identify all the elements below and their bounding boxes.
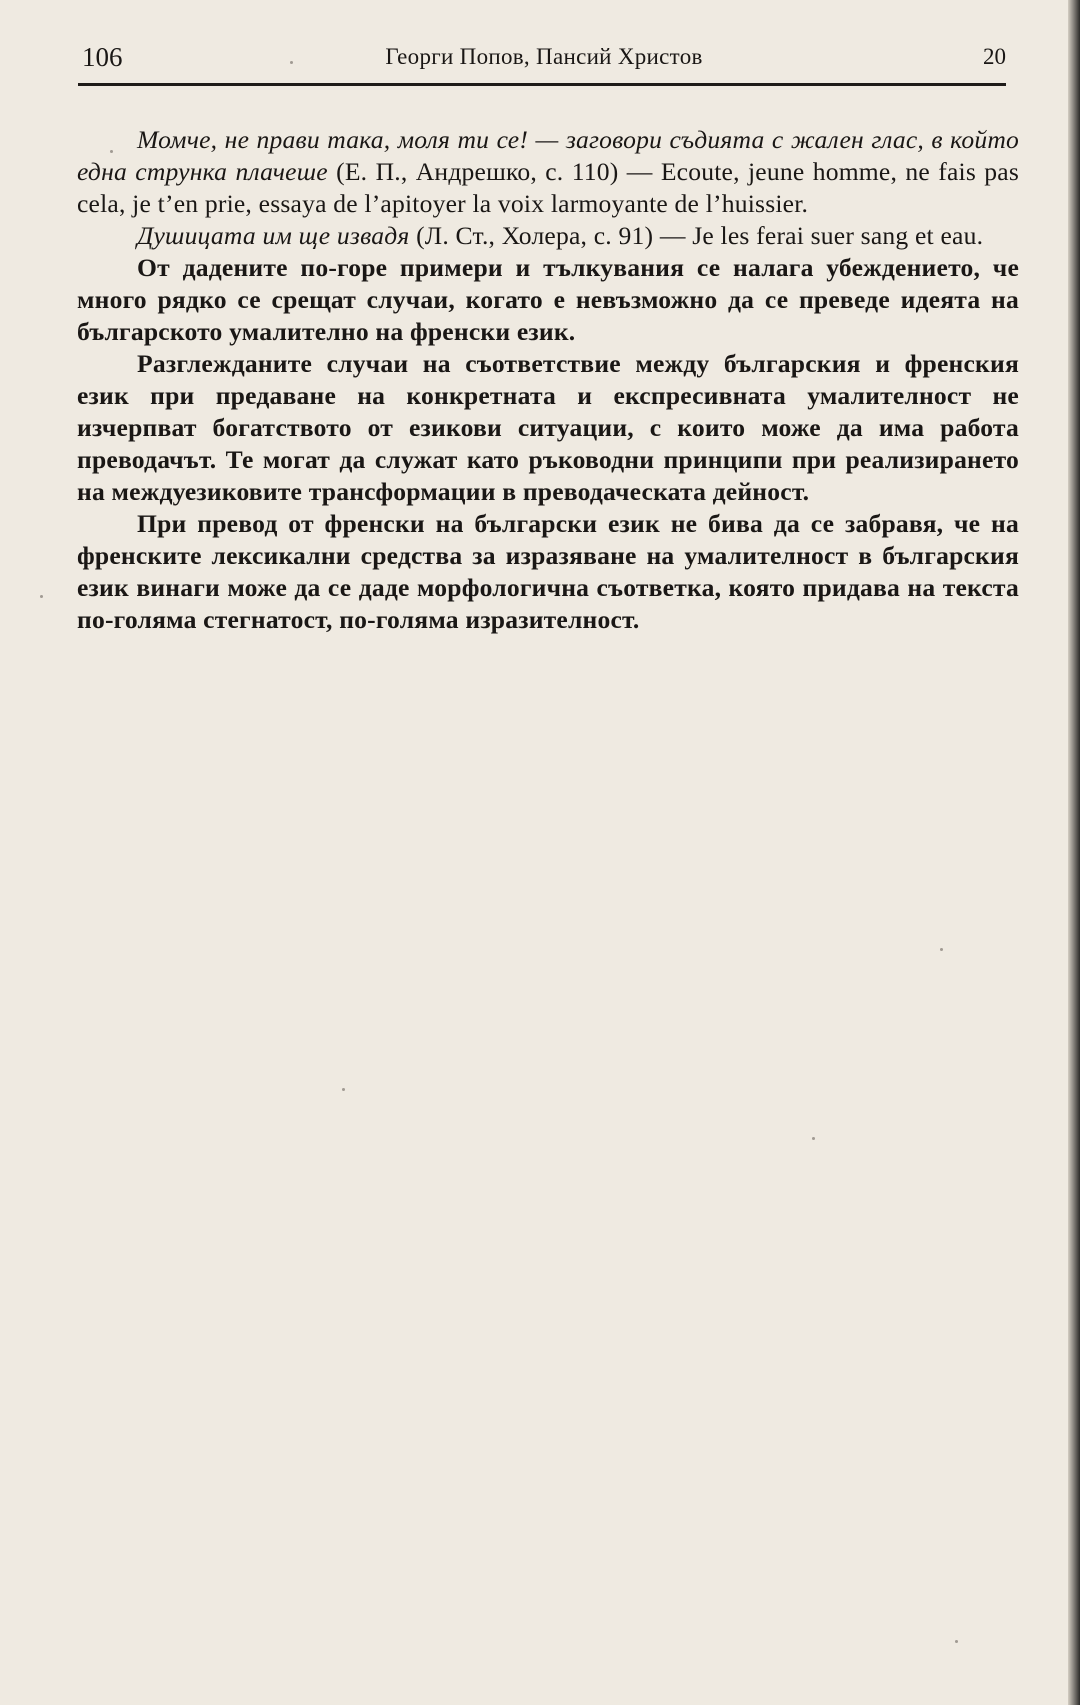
paragraph-conclusion-3: При превод от френски на български език не бива да се забравя, че на френските лексикални средства за изразяване на умалителност в българския език винаги може да се даде морфологична съответка, която придава на текста по-голяма стегнатост, по-голяма изразителност. bbox=[77, 509, 1019, 634]
paragraph-conclusion-1: От дадените по-горе примери и тълкувания се налага убеждението, че много рядко се срещат случаи, когато е невъзможно да се преведе идеята на българското умалително на френски език. bbox=[77, 253, 1019, 346]
example-quote-1: Момче, не прави така, моля ти се! — заговори съдията с жален глас, в който една струнка плачеше bbox=[77, 125, 1019, 186]
page-number: 106 bbox=[82, 42, 123, 72]
paragraph-example-2 bbox=[77, 220, 1019, 252]
running-header bbox=[82, 38, 1006, 78]
paper-speck bbox=[110, 150, 113, 153]
example-quote-2: Душицата им ще извадя bbox=[137, 221, 410, 250]
header-rule bbox=[78, 83, 1006, 86]
page-edge-shadow bbox=[1068, 0, 1080, 1705]
paper-speck bbox=[40, 595, 43, 598]
running-title: Георги Попов, Пансий Христов bbox=[385, 44, 703, 69]
sheet-number: 20 bbox=[983, 44, 1006, 69]
paper-speck bbox=[940, 948, 943, 951]
paragraph-example-1 bbox=[77, 124, 1019, 220]
paper-speck bbox=[812, 1137, 815, 1140]
example-translation-2: (Л. Ст., Холера, с. 91) — Je les ferai suer sang et eau. bbox=[409, 221, 984, 250]
paper-speck bbox=[342, 1088, 345, 1091]
body-text bbox=[77, 124, 1019, 636]
paper-speck bbox=[290, 61, 293, 64]
example-translation-1: (Е. П., Андрешко, с. 110) — Ecoute, jeune homme, ne fais pas cela, je t’en prie, essaya de l’apitoyer la voix larmoyante de l’huissier. bbox=[77, 157, 1019, 218]
paragraph-conclusion-2: Разглежданите случаи на съответствие между българския и френския език при предаване на конкретната и експресивната умалителност не изчерпват богатството от езикови ситуации, с които може да има работа преводачът. Те могат да служат като ръководни принципи при реализирането на междуезиковите трансформации в преводаческата дейност. bbox=[77, 349, 1019, 506]
paper-speck bbox=[955, 1640, 958, 1643]
